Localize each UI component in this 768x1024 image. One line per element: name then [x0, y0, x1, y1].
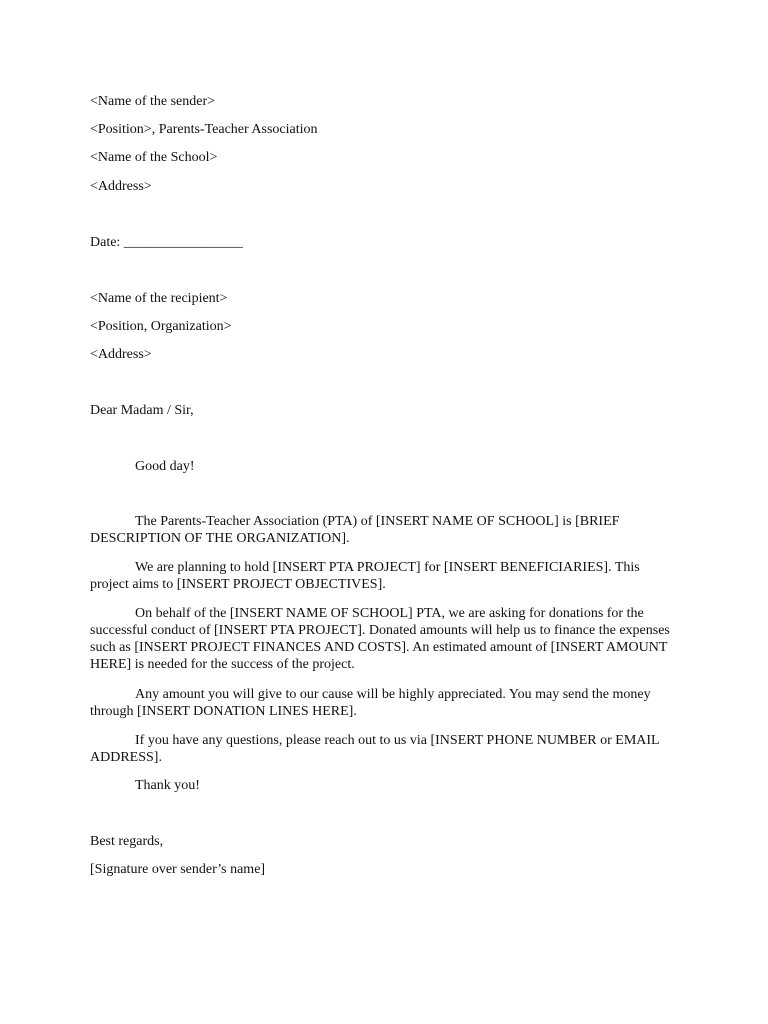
body-paragraph-4: Any amount you will give to our cause will be highly appreciated. You may send the money through [INSERT DONATION LINES HERE].	[90, 687, 651, 719]
closing: Best regards,	[90, 834, 164, 849]
body-paragraph-1: The Parents-Teacher Association (PTA) of [INSERT NAME OF SCHOOL] is [BRIEF DESCRIPTION OF THE ORGANIZATION].	[90, 514, 620, 546]
date-line: Date: _________________	[90, 235, 243, 250]
thanks-line: Thank you!	[135, 778, 200, 793]
sender-name: <Name of the sender>	[90, 94, 216, 109]
recipient-name: <Name of the recipient>	[90, 291, 228, 306]
recipient-position: <Position, Organization>	[90, 319, 232, 334]
salutation: Dear Madam / Sir,	[90, 403, 194, 418]
sender-position: <Position>, Parents-Teacher Association	[90, 122, 318, 137]
greeting: Good day!	[135, 459, 195, 474]
recipient-address: <Address>	[90, 347, 152, 362]
sender-address: <Address>	[90, 179, 152, 194]
body-paragraph-3: On behalf of the [INSERT NAME OF SCHOOL] PTA, we are asking for donations for the successful conduct of [INSERT PTA PROJECT]. Donated amounts will help us to finance the expenses such as [INSERT PROJECT FINANCES AND COSTS]. An estimated amount of [INSERT AMOUNT HERE] is needed for the success of the project.	[90, 606, 670, 672]
body-paragraph-2: We are planning to hold [INSERT PTA PROJECT] for [INSERT BENEFICIARIES]. This project aims to [INSERT PROJECT OBJECTIVES].	[90, 560, 640, 592]
body-paragraph-5: If you have any questions, please reach out to us via [INSERT PHONE NUMBER or EMAIL ADDRESS].	[90, 733, 660, 765]
signature-line: [Signature over sender’s name]	[90, 862, 266, 877]
sender-school: <Name of the School>	[90, 150, 218, 165]
